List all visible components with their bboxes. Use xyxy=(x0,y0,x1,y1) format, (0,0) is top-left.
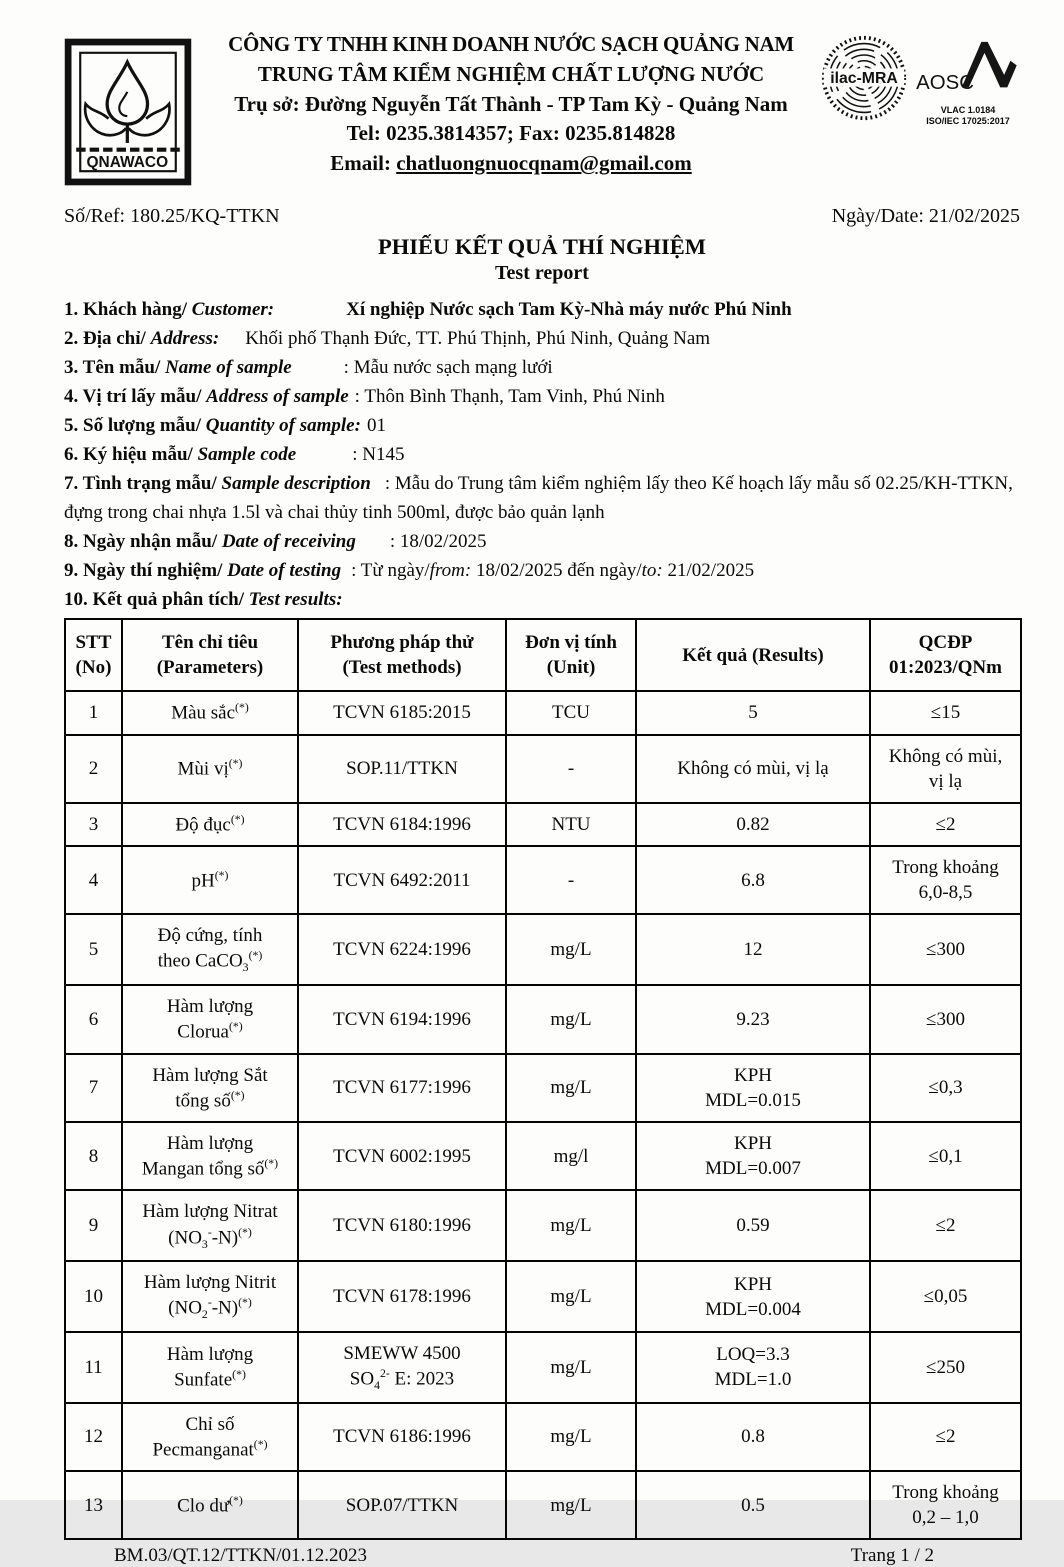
cell-unit: TCU xyxy=(506,691,636,734)
column-header-2: Phương pháp thử (Test methods) xyxy=(298,619,506,691)
cell-unit: - xyxy=(506,846,636,914)
info-value: 21/02/2025 xyxy=(662,560,755,581)
report-title-vi: PHIẾU KẾT QUẢ THÍ NGHIỆM xyxy=(378,234,706,259)
cell-limit: ≤300 xyxy=(870,985,1021,1053)
cell-no: 13 xyxy=(65,1471,122,1539)
cell-limit: Trong khoảng 6,0-8,5 xyxy=(870,846,1021,914)
table-row xyxy=(65,1471,1021,1539)
ref-row xyxy=(64,205,1020,228)
table-row xyxy=(65,691,1021,734)
cell-no: 8 xyxy=(65,1122,122,1190)
column-header-3: Đơn vị tính (Unit) xyxy=(506,619,636,691)
cell-param: Hàm lượng Sắt tổng số(*) xyxy=(122,1054,298,1122)
info-label-vi: 4. Vị trí lấy mẫu/ xyxy=(64,386,207,407)
header xyxy=(64,26,1020,191)
cell-no: 2 xyxy=(65,735,122,803)
cell-param: Màu sắc(*) xyxy=(122,691,298,734)
cell-unit: mg/l xyxy=(506,1122,636,1190)
header-center xyxy=(202,26,820,179)
cell-result: 0.82 xyxy=(636,803,870,846)
email-address: chatluongnuocqnam@gmail.com xyxy=(396,151,692,176)
center-name: TRUNG TÂM KIỂM NGHIỆM CHẤT LƯỢNG NƯỚC xyxy=(257,61,765,86)
cell-param: Hàm lượng Nitrit $(NO_2^--N)^{(*)}$ xyxy=(122,1261,298,1332)
cell-method: TCVN 6186:1996 xyxy=(298,1403,506,1471)
cell-limit: Trong khoảng 0,2 – 1,0 xyxy=(870,1471,1021,1539)
info-label-en: Sample description xyxy=(221,473,371,494)
info-label-vi: 10. Kết quả phân tích/ xyxy=(64,589,249,610)
cell-result: 12 xyxy=(636,914,870,985)
cell-unit: mg/L xyxy=(506,1261,636,1332)
info-label-en: Date of receiving xyxy=(221,531,356,552)
company-name: CÔNG TY TNHH KINH DOANH NƯỚC SẠCH QUẢNG NAM xyxy=(228,32,794,56)
info-value: : Từ ngày/ xyxy=(351,560,430,581)
cell-result: 9.23 xyxy=(636,985,870,1053)
info-value: : 18/02/2025 xyxy=(389,531,487,552)
info-value: to: xyxy=(641,560,663,581)
cell-result: 0.8 xyxy=(636,1403,870,1471)
cell-method: TCVN 6185:2015 xyxy=(298,691,506,734)
cell-limit: ≤0,3 xyxy=(870,1054,1021,1122)
cell-method: SOP.07/TTKN xyxy=(298,1471,506,1539)
email-line xyxy=(202,149,820,179)
cell-method: TCVN 6002:1995 xyxy=(298,1122,506,1190)
cell-result: 6.8 xyxy=(636,846,870,914)
cell-method: SMEWW 4500 $SO_4^{2-}$ E: 2023 xyxy=(298,1332,506,1403)
table-row xyxy=(65,1403,1021,1471)
cell-method: TCVN 6180:1996 xyxy=(298,1190,506,1261)
accreditation-logos xyxy=(820,26,1020,128)
tel-fax-line: Tel: 0235.3814357; Fax: 0235.814828 xyxy=(346,121,676,146)
info-label-vi: 7. Tình trạng mẫu/ xyxy=(64,473,222,494)
aosc-logo-icon xyxy=(916,34,1020,100)
info-label-en: Date of testing xyxy=(227,560,342,581)
cell-param: Hàm lượng Mangan tổng số(*) xyxy=(122,1122,298,1190)
cell-unit: mg/L xyxy=(506,1471,636,1539)
cell-result: Không có mùi, vị lạ xyxy=(636,735,870,803)
info-label-en: Sample code xyxy=(197,444,297,465)
cell-method: TCVN 6184:1996 xyxy=(298,803,506,846)
table-row xyxy=(65,1054,1021,1122)
aosc-iso-text: ISO/IEC 17025:2017 xyxy=(926,116,1010,127)
cell-limit: Không có mùi, vị lạ xyxy=(870,735,1021,803)
info-label-en: Address of sample xyxy=(206,386,349,407)
cell-no: 3 xyxy=(65,803,122,846)
cell-limit: ≤0,1 xyxy=(870,1122,1021,1190)
cell-param: pH(*) xyxy=(122,846,298,914)
info-label-vi: 8. Ngày nhận mẫu/ xyxy=(64,531,222,552)
info-value: : Thôn Bình Thạnh, Tam Vinh, Phú Ninh xyxy=(354,386,665,407)
cell-no: 7 xyxy=(65,1054,122,1122)
cell-result: 5 xyxy=(636,691,870,734)
column-header-4: Kết quả (Results) xyxy=(636,619,870,691)
table-row xyxy=(65,914,1021,985)
info-item-2 xyxy=(64,324,1020,353)
info-value: 01 xyxy=(366,415,386,436)
info-item-8 xyxy=(64,527,1020,556)
page-number: Trang 1 / 2 xyxy=(850,1545,934,1567)
info-item-3 xyxy=(64,353,1020,382)
info-label-vi: 1. Khách hàng/ xyxy=(64,299,192,320)
cell-param: Độ cứng, tính theo CaCO$_3$(*) xyxy=(122,914,298,985)
form-code: BM.03/QT.12/TTKN/01.12.2023 xyxy=(114,1545,367,1567)
cell-limit: ≤0,05 xyxy=(870,1261,1021,1332)
cell-no: 11 xyxy=(65,1332,122,1403)
footer xyxy=(64,1545,1020,1567)
info-item-9 xyxy=(64,556,1020,585)
info-value: from: xyxy=(429,560,472,581)
cell-param: Mùi vị(*) xyxy=(122,735,298,803)
cell-method: TCVN 6177:1996 xyxy=(298,1054,506,1122)
info-label-en: Customer: xyxy=(191,299,275,320)
info-value: Khối phố Thạnh Đức, TT. Phú Thịnh, Phú Ninh, Quảng Nam xyxy=(245,328,711,349)
info-item-1 xyxy=(64,295,1020,324)
table-row xyxy=(65,735,1021,803)
svg-text:QNAWACO: QNAWACO xyxy=(86,154,169,172)
info-label-vi: 9. Ngày thí nghiệm/ xyxy=(64,560,228,581)
info-item-6 xyxy=(64,440,1020,469)
cell-limit: ≤2 xyxy=(870,1190,1021,1261)
info-item-10 xyxy=(64,585,1020,614)
table-row xyxy=(65,985,1021,1053)
aosc-logo xyxy=(916,34,1020,128)
table-row xyxy=(65,1122,1021,1190)
cell-no: 10 xyxy=(65,1261,122,1332)
ref-date: Ngày/Date: 21/02/2025 xyxy=(831,205,1020,227)
cell-no: 1 xyxy=(65,691,122,734)
info-item-5 xyxy=(64,411,1020,440)
cell-limit: ≤2 xyxy=(870,803,1021,846)
cell-unit: mg/L xyxy=(506,985,636,1053)
cell-param: Độ đục(*) xyxy=(122,803,298,846)
cell-unit: mg/L xyxy=(506,1190,636,1261)
cell-method: TCVN 6178:1996 xyxy=(298,1261,506,1332)
cell-unit: mg/L xyxy=(506,1332,636,1403)
cell-param: Chỉ số Pecmanganat(*) xyxy=(122,1403,298,1471)
info-label-en: Address: xyxy=(150,328,220,349)
cell-limit: ≤250 xyxy=(870,1332,1021,1403)
ilac-mra-logo-icon xyxy=(820,34,908,122)
report-title-en: Test report xyxy=(495,262,589,284)
email-label: Email: xyxy=(330,151,397,176)
column-header-0: STT (No) xyxy=(65,619,122,691)
info-list xyxy=(64,295,1020,614)
info-label-vi: 5. Số lượng mẫu/ xyxy=(64,415,206,436)
cell-unit: mg/L xyxy=(506,1054,636,1122)
cell-result: KPH MDL=0.015 xyxy=(636,1054,870,1122)
head-office-address: Trụ sở: Đường Nguyễn Tất Thành - TP Tam Kỳ - Quảng Nam xyxy=(234,91,788,116)
table-row xyxy=(65,1332,1021,1403)
info-item-7 xyxy=(64,469,1020,527)
qnawaco-logo-icon xyxy=(64,38,192,186)
cell-unit: mg/L xyxy=(506,1403,636,1471)
svg-text:ilac-MRA: ilac-MRA xyxy=(830,69,898,87)
cell-limit: ≤15 xyxy=(870,691,1021,734)
table-row xyxy=(65,803,1021,846)
header-row xyxy=(65,619,1021,691)
info-value: 18/02/2025 đến ngày/ xyxy=(471,560,642,581)
column-header-1: Tên chỉ tiêu (Parameters) xyxy=(122,619,298,691)
info-label-en: Name of sample xyxy=(165,357,292,378)
info-item-4 xyxy=(64,382,1020,411)
cell-result: KPH MDL=0.007 xyxy=(636,1122,870,1190)
results-table-head xyxy=(65,619,1021,691)
info-label-en: Test results: xyxy=(248,589,343,610)
cell-method: TCVN 6224:1996 xyxy=(298,914,506,985)
cell-unit: NTU xyxy=(506,803,636,846)
cell-result: 0.59 xyxy=(636,1190,870,1261)
table-row xyxy=(65,1190,1021,1261)
results-table-body xyxy=(65,691,1021,1539)
info-label-vi: 3. Tên mẫu/ xyxy=(64,357,166,378)
cell-limit: ≤300 xyxy=(870,914,1021,985)
cell-method: TCVN 6492:2011 xyxy=(298,846,506,914)
info-value: : Mẫu do Trung tâm kiểm nghiệm lấy theo Kế hoạch lấy mẫu số 02.25/KH-TTKN, đựng trong chai nhựa 1.5l và chai thủy tinh 500ml, được bảo quản lạnh xyxy=(64,473,1013,523)
cell-no: 6 xyxy=(65,985,122,1053)
svg-text:AOSC: AOSC xyxy=(916,72,974,94)
table-row xyxy=(65,846,1021,914)
info-label-vi: 6. Ký hiệu mẫu/ xyxy=(64,444,198,465)
cell-result: KPH MDL=0.004 xyxy=(636,1261,870,1332)
qnawaco-logo xyxy=(64,26,202,191)
info-label-en: Quantity of sample: xyxy=(205,415,361,436)
info-value: : N145 xyxy=(352,444,405,465)
cell-param: Hàm lượng Clorua(*) xyxy=(122,985,298,1053)
cell-result: LOQ=3.3 MDL=1.0 xyxy=(636,1332,870,1403)
cell-no: 4 xyxy=(65,846,122,914)
info-value: : Mẫu nước sạch mạng lưới xyxy=(343,357,553,378)
cell-unit: - xyxy=(506,735,636,803)
info-label-vi: 2. Địa chỉ/ xyxy=(64,328,151,349)
ref-number: Số/Ref: 180.25/KQ-TTKN xyxy=(64,205,280,227)
cell-no: 9 xyxy=(65,1190,122,1261)
cell-param: Hàm lượng Sunfate(*) xyxy=(122,1332,298,1403)
cell-limit: ≤2 xyxy=(870,1403,1021,1471)
cell-result: 0.5 xyxy=(636,1471,870,1539)
column-header-5: QCĐP 01:2023/QNm xyxy=(870,619,1021,691)
cell-param: Clo dư(*) xyxy=(122,1471,298,1539)
table-row xyxy=(65,1261,1021,1332)
cell-no: 12 xyxy=(65,1403,122,1471)
cell-method: TCVN 6194:1996 xyxy=(298,985,506,1053)
results-table xyxy=(64,618,1022,1540)
cell-unit: mg/L xyxy=(506,914,636,985)
cell-param: Hàm lượng Nitrat $(NO_3^--N)^{(*)}$ xyxy=(122,1190,298,1261)
info-value: Xí nghiệp Nước sạch Tam Kỳ-Nhà máy nước Phú Ninh xyxy=(346,299,792,320)
cell-method: SOP.11/TTKN xyxy=(298,735,506,803)
aosc-vlac-text: VLAC 1.0184 xyxy=(940,105,996,115)
cell-no: 5 xyxy=(65,914,122,985)
